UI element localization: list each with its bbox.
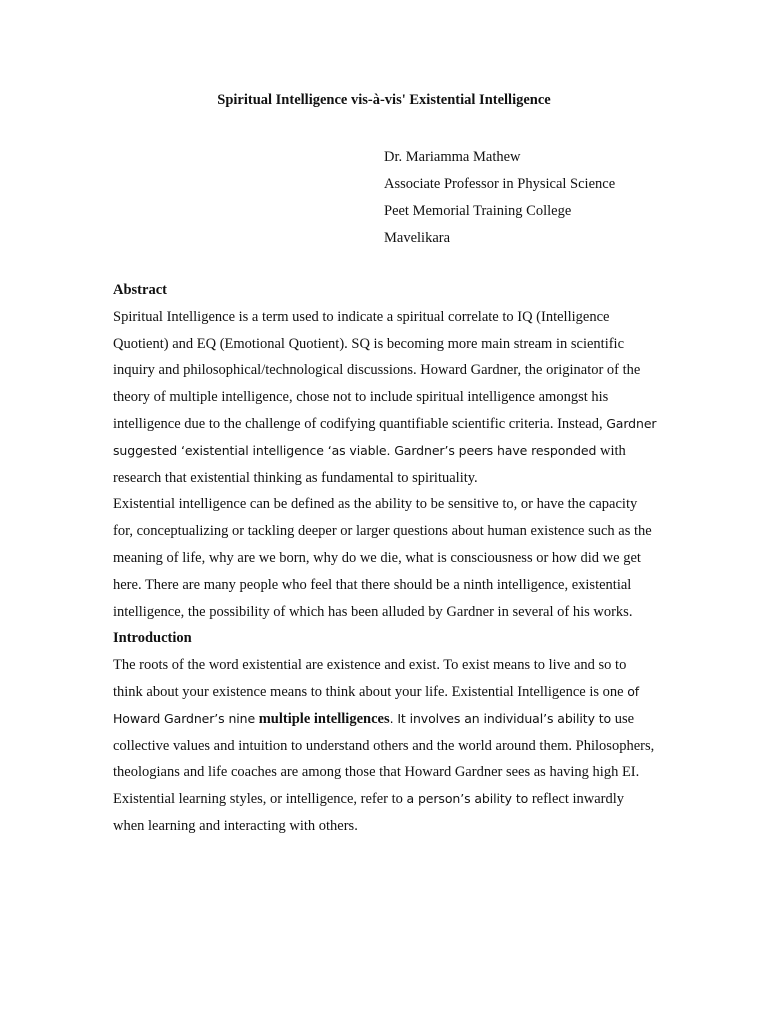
author-institution: Peet Memorial Training College xyxy=(384,203,572,219)
intro-text-3: . It involves an individual’s ability to xyxy=(389,710,612,726)
intro-text-6: reflect inwardly when learning and interacting with others. xyxy=(113,791,625,834)
abstract-heading: Abstract xyxy=(113,282,167,298)
abstract-paragraph-1 xyxy=(113,304,658,492)
author-block xyxy=(384,144,615,252)
abstract-p1-text-1: Spiritual Intelligence is a term used to indicate a spiritual correlate to IQ (Intelligence Quotient) and EQ (Emotional Quotient). SQ is becoming more main stream in scientific inquiry and philosophical/technological discussions. Howard Gardner, the originator of the theory of multiple intelligence, chose not to include spiritual intelligence amongst his intelligence due to the challenge of codifying quantifiable scientific criteria. Instead, xyxy=(113,308,641,432)
abstract-paragraph-2: Existential intelligence can be defined as the ability to be sensitive to, or have the capacity for, conceptualizing or tackling deeper or larger questions about human existence such as the meaning of life, why are we born, why do we die, what is consciousness or how did we get here. There are many people who feel that there should be a ninth intelligence, existential intelligence, the possibility of which has been alluded by Gardner in several of his works. xyxy=(113,496,652,620)
intro-text-2: of Howard Gardner’s nine xyxy=(113,683,640,726)
author-position: Associate Professor in Physical Science xyxy=(384,176,616,192)
multiple-intelligences-term: multiple intelligences xyxy=(258,710,390,727)
author-name: Dr. Mariamma Mathew xyxy=(384,149,521,165)
intro-text-5: a person’s ability to xyxy=(406,791,529,807)
abstract-p1-text-3: with research that existential thinking as fundamental to spirituality. xyxy=(113,442,626,486)
body-content xyxy=(113,277,658,840)
introduction-paragraph xyxy=(113,652,658,840)
paper-title: Spiritual Intelligence vis-à-vis' Existential Intelligence xyxy=(217,92,551,108)
introduction-heading: Introduction xyxy=(113,630,192,647)
intro-text-4: use collective values and intuition to understand others and the world around them. Philosophers, theologians and life coaches are among those that Howard Gardner sees as having high EI. Existential learning styles, or intelligence, refer to xyxy=(113,710,655,808)
author-location: Mavelikara xyxy=(384,230,451,246)
abstract-p1-text-2: Gardner suggested ‘existential intelligence ‘as viable. Gardner’s peers have responded xyxy=(113,415,657,458)
intro-text-1: The roots of the word existential are existence and exist. To exist means to live and so to think about your existence means to think about your life. Existential Intelligence is one xyxy=(113,657,627,700)
